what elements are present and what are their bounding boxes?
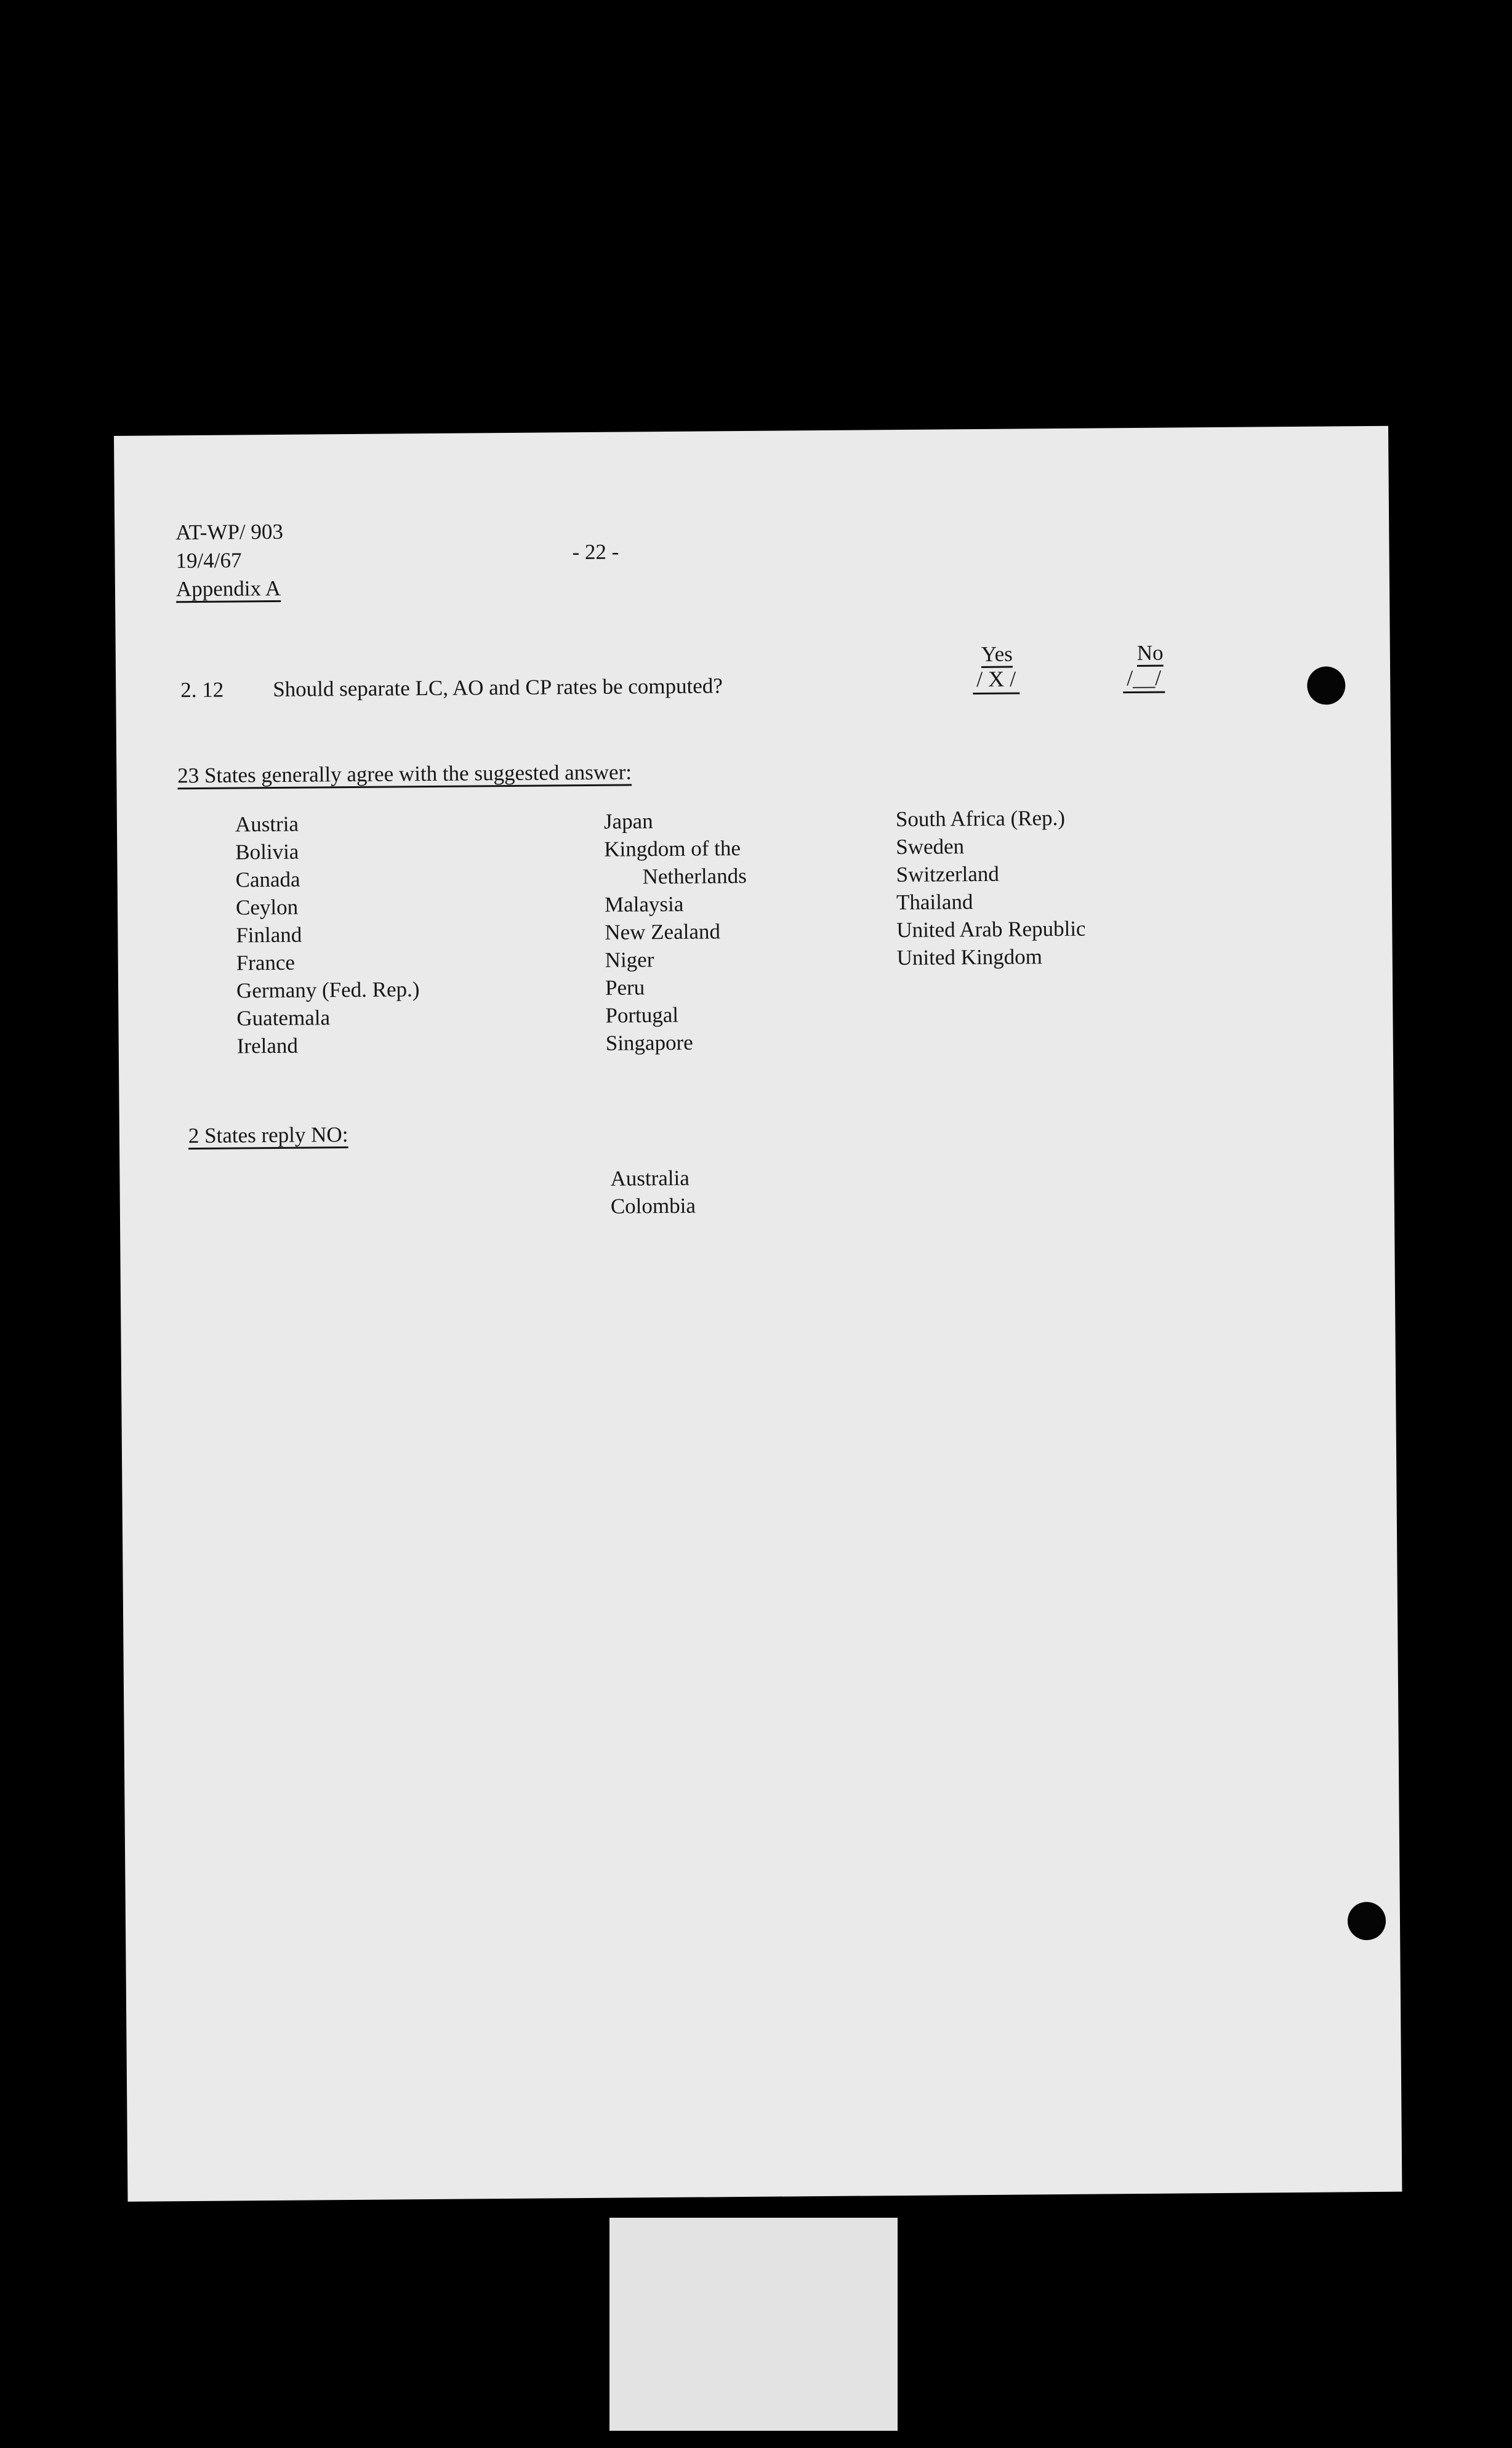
agree-column-3 <box>896 804 1086 972</box>
list-item: Kingdom of the <box>604 836 741 861</box>
yes-checkbox: / X / <box>973 667 1019 695</box>
punch-hole-top <box>1307 666 1345 704</box>
list-item: Netherlands <box>642 863 747 889</box>
list-item: Switzerland <box>896 861 999 887</box>
list-item: United Arab Republic <box>896 916 1086 943</box>
list-item: Ceylon <box>235 895 299 920</box>
no-heading: 2 States reply NO: <box>188 1122 348 1148</box>
list-item: United Kingdom <box>896 944 1043 970</box>
page-number: - 22 - <box>572 539 619 565</box>
film-leader-card <box>609 2218 898 2431</box>
list-item: Portugal <box>605 1002 679 1028</box>
yes-label: Yes <box>981 642 1013 666</box>
list-item: Malaysia <box>604 892 684 917</box>
list-item: Niger <box>605 948 654 972</box>
list-item: France <box>236 950 296 975</box>
list-item: Finland <box>236 922 302 948</box>
list-item: Ireland <box>236 1033 299 1058</box>
question-text: Should separate LC, AO and CP rates be computed? <box>273 674 723 701</box>
list-item: Guatemala <box>236 1005 331 1031</box>
document-page <box>114 426 1402 2202</box>
question-number: 2. 12 <box>180 677 224 703</box>
list-item: Sweden <box>896 834 965 860</box>
agree-column-1 <box>235 809 420 1060</box>
list-item: Peru <box>605 975 645 1000</box>
list-item: Colombia <box>610 1193 696 1218</box>
punch-hole-bottom <box>1348 1902 1386 1940</box>
list-item: Bolivia <box>235 839 299 864</box>
appendix-label: Appendix A <box>175 576 281 602</box>
document-date: 19/4/67 <box>175 548 242 573</box>
list-item: New Zealand <box>605 919 721 944</box>
list-item: Germany (Fed. Rep.) <box>236 977 420 1003</box>
list-item: Austria <box>235 811 299 837</box>
list-item: Australia <box>610 1166 690 1191</box>
document-id: AT-WP/ 903 <box>175 519 284 545</box>
agree-column-2 <box>604 807 748 1057</box>
no-checkbox: /__/ <box>1123 667 1165 694</box>
agree-heading: 23 States generally agree with the suggested answer: <box>177 760 632 788</box>
list-item: South Africa (Rep.) <box>895 805 1066 832</box>
list-item: Thailand <box>896 890 973 915</box>
list-item: Canada <box>235 867 300 892</box>
no-label: No <box>1136 640 1164 665</box>
no-column <box>610 1164 696 1220</box>
list-item: Singapore <box>605 1030 693 1055</box>
list-item: Japan <box>603 809 653 834</box>
